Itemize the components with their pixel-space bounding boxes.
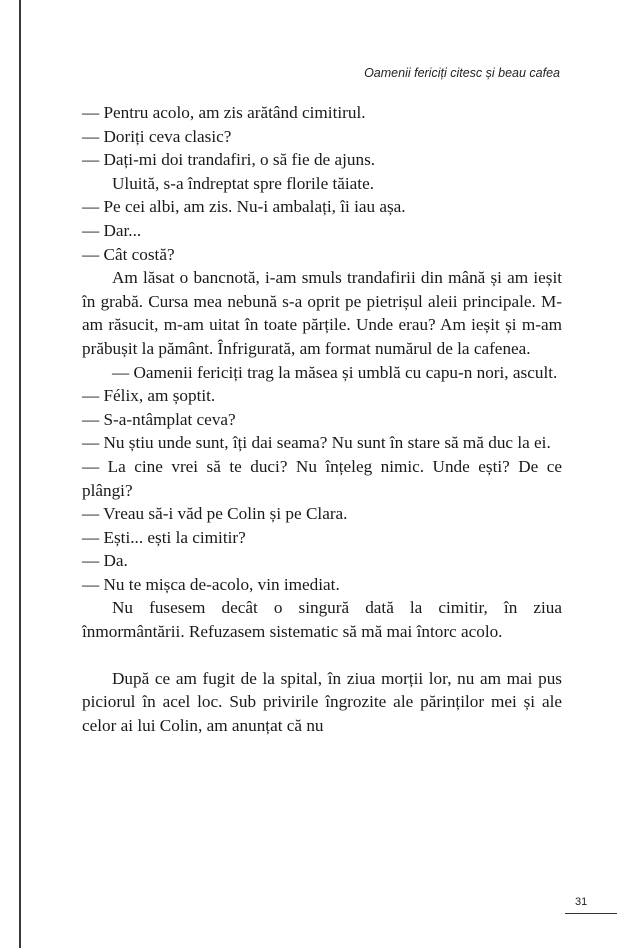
paragraph: — Nu știu unde sunt, îți dai seama? Nu sunt în stare să mă duc la ei. (82, 433, 551, 453)
page-left-edge-rule (19, 0, 21, 948)
paragraph: — Doriți ceva clasic? (82, 126, 232, 146)
paragraph: — Pe cei albi, am zis. Nu-i ambalați, îi iau așa. (82, 197, 406, 217)
paragraph: — Pentru acolo, am zis arătând cimitirul. (82, 103, 366, 122)
paragraph: Uluită, s-a îndreptat spre florile tăiate. (112, 173, 375, 193)
paragraph: — Dar... (82, 220, 142, 240)
paragraph: Nu fusesem decât o singură dată la cimitir, în ziua înmormântării. Refuzasem sistematic să mă mai întorc acolo. (82, 598, 562, 642)
paragraph: — Dați-mi doi trandafiri, o să fie de ajuns. (82, 150, 376, 170)
paragraph: — La cine vrei să te duci? Nu înțeleg nimic. Unde ești? De ce plângi? (82, 456, 562, 500)
paragraph: — Ești... ești la cimitir? (82, 527, 246, 547)
paragraph: — Vreau să-i văd pe Colin și pe Clara. (82, 504, 348, 524)
paragraph: — Nu te mișca de-acolo, vin imediat. (82, 574, 340, 594)
paragraph: — Cât costă? (82, 244, 175, 264)
page-number: 31 (575, 896, 588, 908)
paragraph: După ce am fugit de la spital, în ziua morții lor, nu am mai pus piciorul în acel loc. Sub privirile îngrozite ale părinților mei și ale celor ai lui Colin, am anunțat că nu (82, 668, 562, 735)
paragraph: — Da. (82, 551, 128, 571)
paragraph: — S-a-ntâmplat ceva? (82, 409, 236, 429)
paragraph: — Félix, am șoptit. (82, 386, 216, 406)
body-text (82, 101, 562, 737)
paragraph: Am lăsat o bancnotă, i-am smuls trandafirii din mână și am ieșit în grabă. Cursa mea nebună s-a oprit pe pietrișul aleii principale. M-am răsucit, m-am uitat în toate părțile. Unde erau? Am ieșit și m-am prăbușit la pământ. Înfrigurată, am format numărul de la cafenea. (82, 268, 562, 358)
footer-rule (565, 913, 617, 914)
paragraph: — Oamenii fericiți trag la măsea și umblă cu capu-n nori, ascult. (112, 362, 558, 382)
running-head: Oamenii fericiți citesc și beau cafea (364, 66, 560, 80)
